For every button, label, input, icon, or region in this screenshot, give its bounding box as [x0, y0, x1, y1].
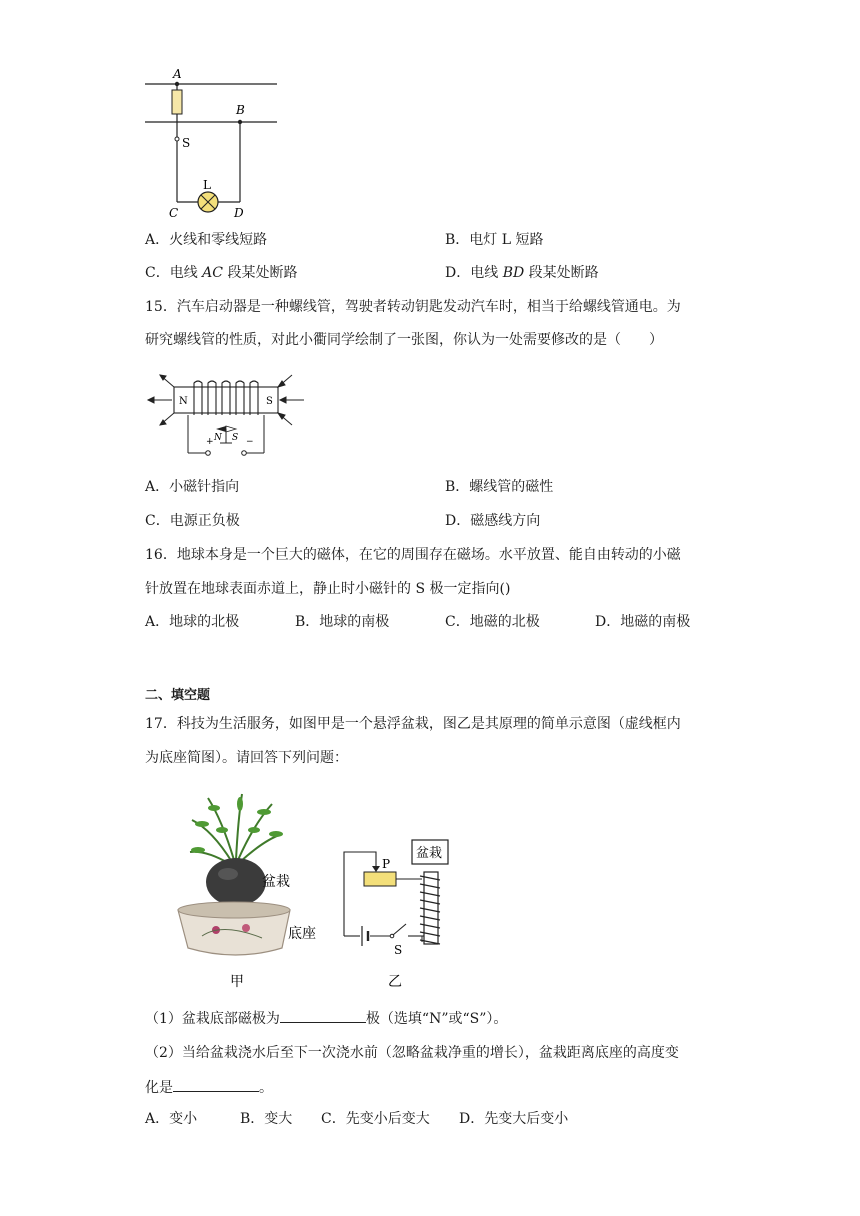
- q17-option-a[interactable]: A．变小: [145, 1111, 198, 1127]
- minus-label: −: [246, 437, 254, 447]
- q15-option-c[interactable]: C．电源正负极: [145, 513, 240, 529]
- q17-stem-line2: 为底座简图）。请回答下列问题：: [145, 750, 348, 766]
- pot-box-label: 盆栽: [416, 846, 443, 861]
- battery-icon: [362, 926, 368, 946]
- q14-option-d[interactable]: [445, 263, 599, 283]
- rheostat: [364, 872, 396, 886]
- pole-right-label: S: [266, 396, 273, 407]
- floating-bonsai-figure: [172, 790, 332, 990]
- label-l: L: [203, 178, 211, 192]
- q17-option-b[interactable]: B．变大: [240, 1111, 293, 1127]
- q17-sub2-line1: （2）当给盆栽浇水后至下一次浇水前（忽略盆栽净重的增长），盆栽距离底座的高度变: [145, 1045, 679, 1061]
- right-field-arrows: [278, 375, 304, 425]
- q15-stem-line2: 研究螺线管的性质，对此小衢同学绘制了一张图，你认为一处需要修改的是（ ）: [145, 332, 663, 348]
- switch-contact: [175, 137, 179, 141]
- q17-sub2-blank[interactable]: [173, 1076, 259, 1092]
- bottom-wire: [416, 936, 422, 942]
- q16-option-c[interactable]: C．地磁的北极: [445, 614, 540, 630]
- q15-solenoid-diagram: [146, 365, 306, 460]
- q15-option-a[interactable]: A．小磁针指向: [145, 479, 240, 495]
- q17-sub2-suffix: 。: [259, 1080, 273, 1096]
- label-d: D: [234, 206, 244, 220]
- label-a: A: [173, 67, 182, 81]
- label-s: S: [182, 136, 191, 150]
- slider-arrow-icon: [372, 866, 380, 872]
- q15-option-b[interactable]: B．螺线管的磁性: [445, 479, 554, 495]
- q16-option-d[interactable]: D．地磁的南极: [595, 614, 691, 630]
- q15-stem-line1: 15．汽车启动器是一种螺线管，驾驶者转动钥匙发动汽车时，相当于给螺线管通电。为: [145, 299, 681, 315]
- q16-option-b[interactable]: B．地球的南极: [295, 614, 390, 630]
- q17-sub1: [145, 1007, 507, 1029]
- label-b: B: [236, 103, 245, 117]
- q14-option-d-suffix: 段某处断路: [524, 265, 599, 281]
- q17-sub1-blank[interactable]: [280, 1007, 366, 1023]
- q14-option-c-prefix: C．电线: [145, 265, 203, 281]
- moss-ball: [206, 858, 266, 906]
- needle-n-label: N: [214, 433, 222, 443]
- switch-blade: [393, 924, 406, 935]
- section-title: 二、填空题: [145, 688, 211, 703]
- label-p: P: [382, 857, 391, 871]
- q17-stem-line1: 17．科技为生活服务，如图甲是一个悬浮盆栽，图乙是其原理的简单示意图（虚线框内: [145, 716, 681, 732]
- base-rim: [178, 902, 290, 918]
- q17-sub2-prefix: 化是: [145, 1080, 173, 1096]
- q14-option-c[interactable]: [145, 263, 297, 283]
- plus-label: +: [206, 437, 214, 447]
- lamp-icon: [198, 192, 218, 212]
- label-base: 底座: [288, 926, 316, 942]
- q16-stem-line2: 针放置在地球表面赤道上，静止时小磁针的 S 极一定指向(): [145, 581, 511, 597]
- pole-left-label: N: [179, 396, 188, 407]
- q17-sub2-line2: [145, 1076, 273, 1098]
- q14-option-c-suffix: 段某处断路: [223, 265, 298, 281]
- q14-option-d-var: BD: [502, 265, 525, 281]
- q16-stem-line1: 16．地球本身是一个巨大的磁体，在它的周围存在磁场。水平放置、能自由转动的小磁: [145, 547, 681, 563]
- label-switch-s: S: [394, 943, 403, 957]
- caption-jia: 甲: [230, 974, 244, 990]
- q14-option-c-var: AC: [202, 265, 223, 281]
- q17-sub1-prefix: （1）盆栽底部磁极为: [145, 1011, 280, 1027]
- q16-option-a[interactable]: A．地球的北极: [145, 614, 240, 630]
- fuse-icon: [172, 90, 182, 114]
- coil-windings: [194, 381, 258, 415]
- q17-sub1-suffix: 极（选填“N”或“S”）。: [365, 1011, 508, 1027]
- q14-option-d-prefix: D．电线: [445, 265, 503, 281]
- needle-s-label: S: [232, 433, 239, 443]
- label-c: C: [169, 206, 179, 220]
- coil-icon: [420, 872, 440, 944]
- q14-option-a[interactable]: A．火线和零线短路: [145, 232, 268, 248]
- q17-option-c[interactable]: C．先变小后变大: [321, 1111, 430, 1127]
- fern-leaves-icon: [190, 794, 282, 864]
- moss-ball-highlight: [218, 868, 238, 880]
- left-field-arrows: [148, 375, 174, 425]
- q14-circuit-diagram: [140, 62, 290, 222]
- caption-yi: 乙: [388, 974, 402, 990]
- q17-option-d[interactable]: D．先变大后变小: [459, 1111, 569, 1127]
- bonsai-circuit-figure: [336, 838, 456, 990]
- q15-option-d[interactable]: D．磁感线方向: [445, 513, 541, 529]
- terminal-plus: [206, 451, 211, 456]
- terminal-minus: [242, 451, 247, 456]
- q14-option-b[interactable]: B．电灯 L 短路: [445, 232, 544, 248]
- label-pot: 盆栽: [262, 874, 290, 890]
- solenoid-core: [174, 387, 278, 413]
